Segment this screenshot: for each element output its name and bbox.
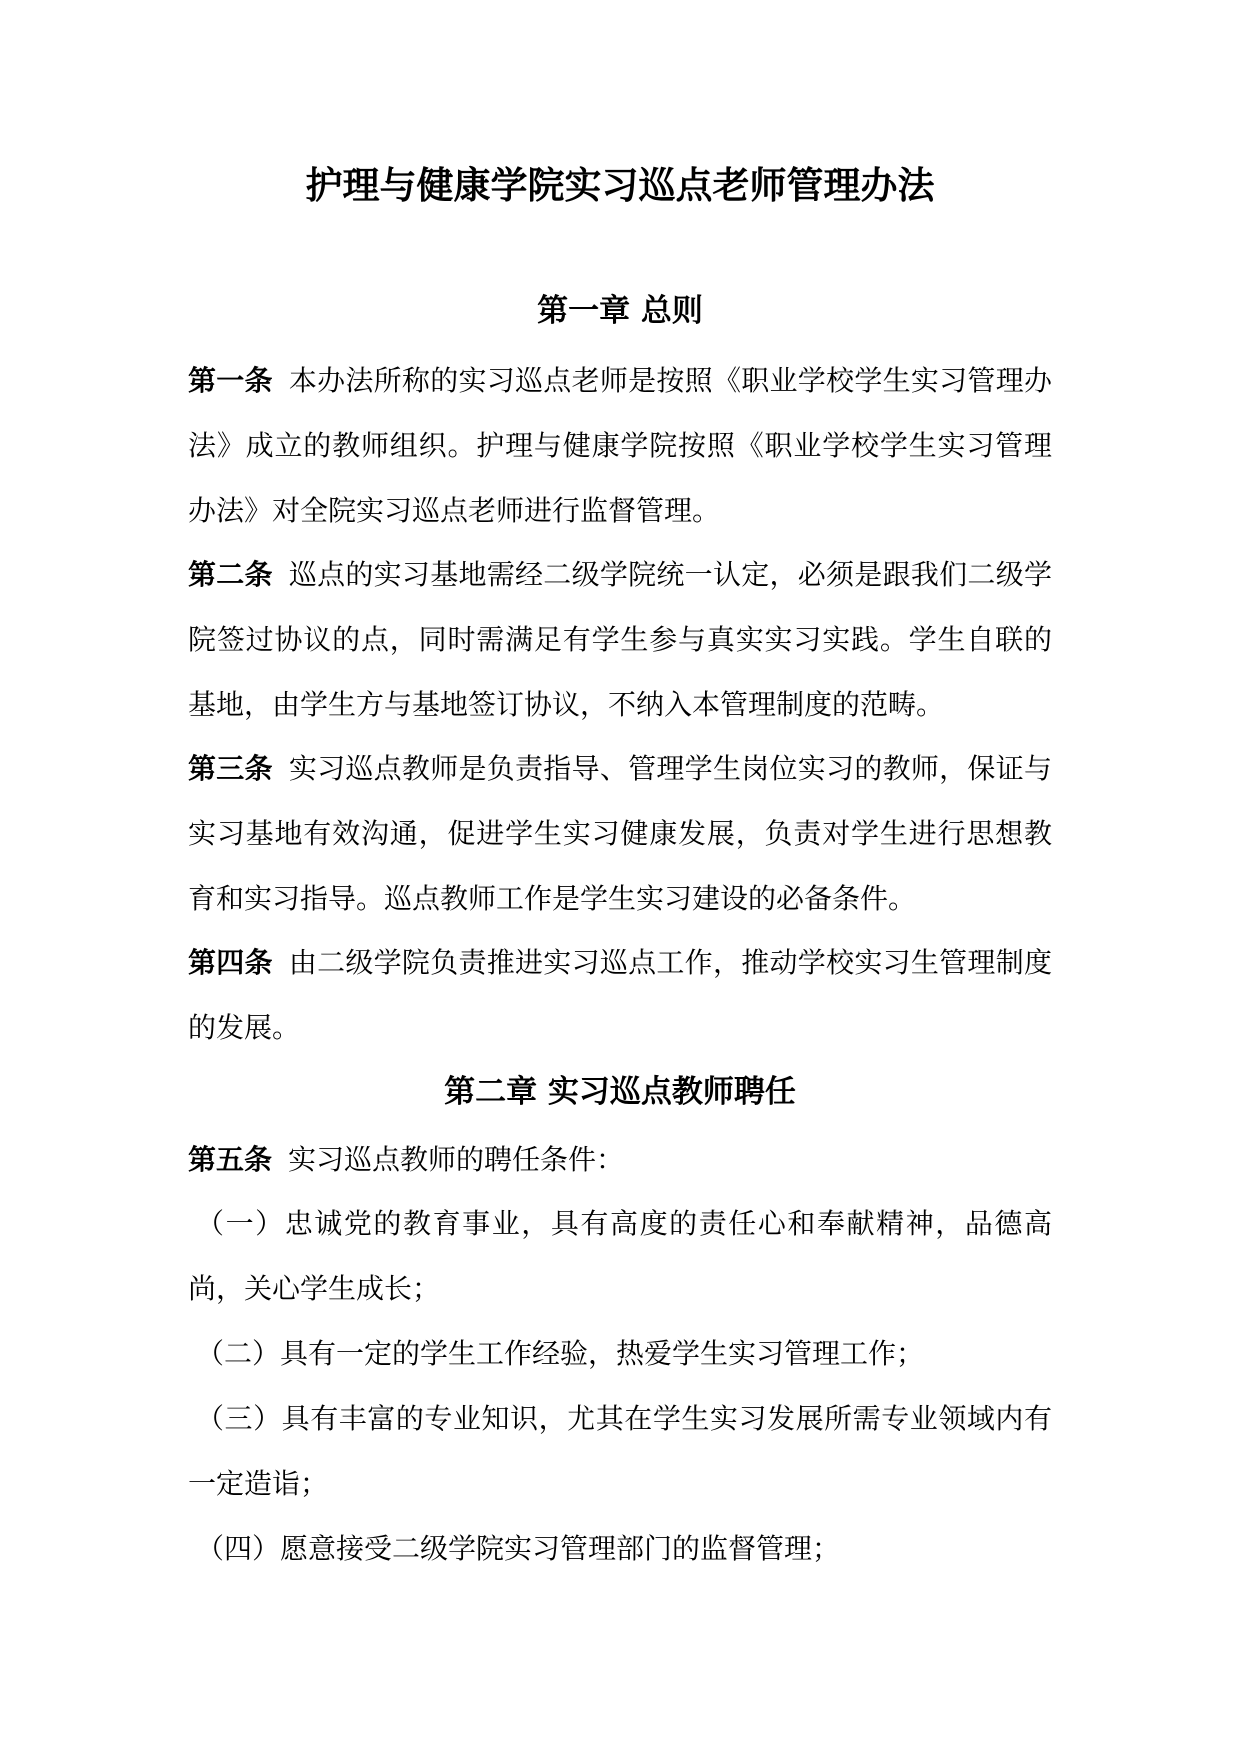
article-2 <box>188 542 1052 737</box>
article-2-text: 巡点的实习基地需经二级学院统一认定，必须是跟我们二级学院签过协议的点，同时需满足有学生参与真实实习实践。学生自联的基地，由学生方与基地签订协议，不纳入本管理制度的范畴。 <box>188 558 1052 721</box>
article-1-text: 本办法所称的实习巡点老师是按照《职业学校学生实习管理办法》成立的教师组织。护理与健康学院按照《职业学校学生实习管理办法》对全院实习巡点老师进行监督管理。 <box>188 364 1052 527</box>
article-5-label: 第五条 <box>188 1143 273 1176</box>
chapter-2-title: 第二章 实习巡点教师聘任 <box>444 1074 796 1110</box>
article-3-text: 实习巡点教师是负责指导、管理学生岗位实习的教师，保证与实习基地有效沟通，促进学生实习健康发展，负责对学生进行思想教育和实习指导。巡点教师工作是学生实习建设的必备条件。 <box>188 752 1052 915</box>
article-1-label: 第一条 <box>188 364 273 397</box>
article-5-text: 实习巡点教师的聘任条件： <box>288 1143 625 1176</box>
list-item: （四）愿意接受二级学院实习管理部门的监督管理； <box>196 1532 841 1565</box>
article-4 <box>188 930 1052 1060</box>
article-2-label: 第二条 <box>188 558 273 591</box>
article-1 <box>188 348 1052 543</box>
list-item: （三）具有丰富的专业知识，尤其在学生实习发展所需专业领域内有一定造诣； <box>188 1402 1052 1500</box>
article-5 <box>188 1127 1052 1192</box>
article-3-label: 第三条 <box>188 752 273 785</box>
article-4-label: 第四条 <box>188 946 273 979</box>
document-title: 护理与健康学院实习巡点老师管理办法 <box>305 164 935 207</box>
article-3 <box>188 736 1052 931</box>
list-item: （二）具有一定的学生工作经验，热爱学生实习管理工作； <box>196 1337 925 1370</box>
chapter-1-title: 第一章 总则 <box>537 293 703 329</box>
article-4-text: 由二级学院负责推进实习巡点工作，推动学校实习生管理制度的发展。 <box>188 946 1052 1044</box>
list-item: （一）忠诚党的教育事业，具有高度的责任心和奉献精神，品德高尚，关心学生成长； <box>188 1207 1052 1305</box>
